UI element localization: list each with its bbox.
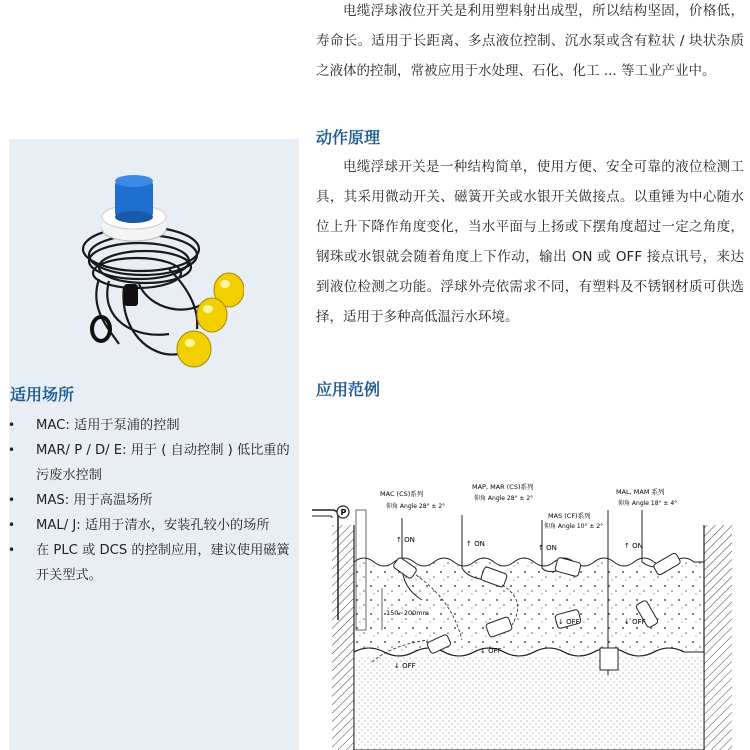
intro-paragraph: 电缆浮球液位开关是利用塑料射出成型，所以结构坚固，价格低，寿命长。适用于长距离、多点液位控制、沉水泵或含有粒状 / 块状杂质之液体的控制，常被应用于水处理、石化、化工 ... 等工业产业中。 xyxy=(316,3,744,79)
pump-label: P xyxy=(340,508,347,517)
float-switch-product-image xyxy=(79,169,244,379)
mal-series-label: MAL, MAM 系列 xyxy=(616,488,665,496)
distance-label: 150~200mm xyxy=(386,609,429,617)
off-label: ↓ OFF xyxy=(558,618,580,626)
principle-paragraph: 电缆浮球开关是一种结构简单，使用方便、安全可靠的液位检测工具，其采用微动开关、磁簧开关或水银开关做接点。以重锤为中心随水位上升下降作角度变化，当水平面与上扬或下摆角度超过一定之角度，钢珠或水银就会随着角度上下作动，输出 ON 或 OFF 接点讯号，来达到液位检测之功能。浮球外壳依需求不同，有塑料及不锈钢材质可供选择，适用于多种高低温污水环境。 xyxy=(316,159,744,325)
mas-series-label: MAS (CF)系列 xyxy=(548,512,591,520)
off-label: ↓ OFF xyxy=(624,618,646,626)
list-item: • MAR/ P / D/ E: 用于 ( 自动控制 ) 低比重的污废水控制 xyxy=(8,438,296,488)
application-diagram xyxy=(312,470,742,750)
mac-angle-label: 仰角 Angle 28° ± 2° xyxy=(386,503,446,510)
map-series-label: MAP, MAR (CS)系列 xyxy=(472,483,534,491)
principle-title: 动作原理 xyxy=(316,128,381,147)
list-item: • 在 PLC 或 DCS 的控制应用，建议使用磁簧开关型式。 xyxy=(8,538,296,588)
off-label: ↓ OFF xyxy=(394,662,416,670)
off-label: ↓ OFF xyxy=(480,647,502,655)
examples-title: 应用范例 xyxy=(316,380,381,399)
list-item: • MAS: 用于高温场所 xyxy=(8,488,296,513)
list-item: • MAL/ J: 适用于清水，安装孔较小的场所 xyxy=(8,513,296,538)
mas-angle-label: 仰角 Angle 10° ± 2° xyxy=(544,523,604,530)
applications-title: 适用场所 xyxy=(10,385,75,404)
on-label: ↑ ON xyxy=(466,540,485,548)
mal-angle-label: 仰角 Angle 18° ± 4° xyxy=(618,500,678,507)
map-angle-label: 仰角 Angle 28° ± 2° xyxy=(474,495,534,502)
list-item: • MAC: 适用于泵浦的控制 xyxy=(8,413,296,438)
mac-series-label: MAC (CS)系列 xyxy=(380,490,424,498)
on-label: ↑ ON xyxy=(396,536,415,544)
tank-wall-left xyxy=(332,525,354,750)
on-label: ↑ ON xyxy=(538,544,557,552)
tank-wall-right xyxy=(704,525,732,750)
on-label: ↑ ON xyxy=(624,542,643,550)
applications-list xyxy=(8,413,296,588)
